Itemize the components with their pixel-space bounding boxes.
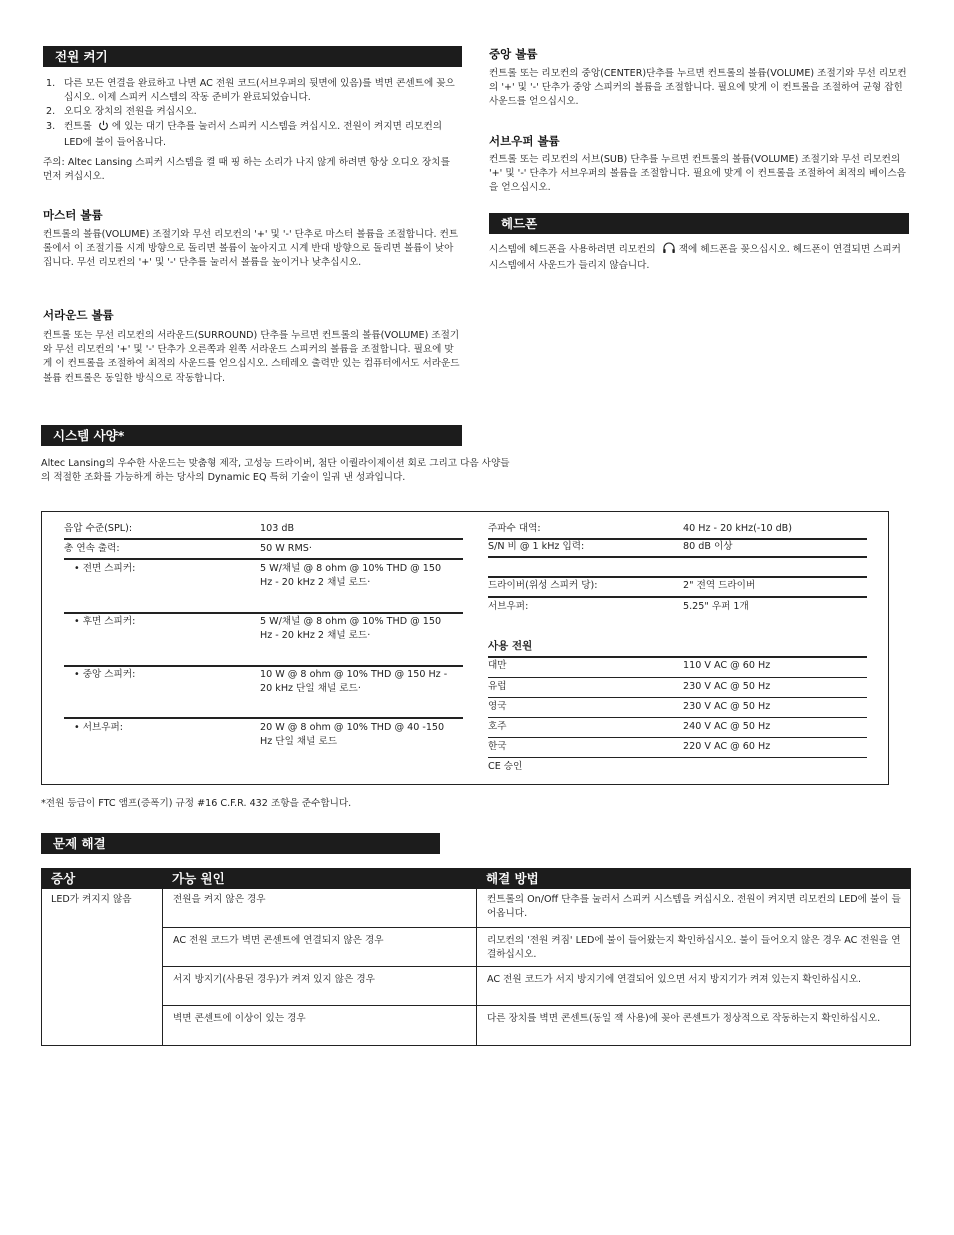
power-value: 240 V AC @ 50 Hz xyxy=(683,721,771,732)
table-border xyxy=(162,889,163,1046)
power-on-title: 전원 켜기 xyxy=(55,49,108,64)
spec-divider xyxy=(488,576,867,578)
header-symptom: 증상 xyxy=(41,868,162,889)
headphones-title: 헤드폰 xyxy=(501,216,538,231)
spec-label: 음압 수준(SPL): xyxy=(64,523,133,534)
spec-value: 5.25" 우퍼 1개 xyxy=(683,601,749,612)
cause-cell: AC 전원 코드가 벽면 콘센트에 연결되지 않은 경우 xyxy=(173,935,384,946)
step-text: 다른 모든 연결을 완료하고 나면 AC 전원 코드(서브우퍼의 뒷면에 있음)를 벽면 콘센트에 꽂으십시오. 이제 스피커 시스템의 작동 준비가 완료되었습니다. xyxy=(64,78,455,104)
surround-volume-text: 컨트롤 또는 무선 리모컨의 서라운드(SURROUND) 단추를 누르면 컨트롤의 볼륨(VOLUME) 조절기와 무선 리모컨의 '+' 및 '-' 단추가 오른쪽과 왼쪽 서라운드 스피커의 볼륨을 조절합니다. 필요에 맞게 이 컨트롤을 조절하여 최적의 사운드를 얻으십시오. 스테레오 출력만 있는 컴퓨터에서도 서라운드 볼륨 컨트롤은 동일한 방식으로 작동합니다. xyxy=(43,330,460,384)
spec-label: 드라이버(위성 스피커 당): xyxy=(488,580,598,591)
spec-value: 20 W @ 8 ohm @ 10% THD @ 40 -150 Hz 단일 채널 로드 xyxy=(260,722,445,748)
master-volume-title: 마스터 볼륨 xyxy=(43,208,103,222)
system-spec-title: 시스템 사양* xyxy=(53,428,125,443)
power-step-1 xyxy=(43,77,461,105)
spec-label: S/N 비 @ 1 kHz 입력: xyxy=(488,541,585,552)
spec-divider xyxy=(64,538,463,540)
spec-divider xyxy=(488,757,867,758)
spec-value: 2" 전역 드라이버 xyxy=(683,580,756,591)
spec-value: 10 W @ 8 ohm @ 10% THD @ 150 Hz - 20 kHz 단일 채널 로드· xyxy=(260,669,448,695)
solution-cell: 컨트롤의 On/Off 단추를 눌러서 스피커 시스템을 켜십시오. 전원이 켜지면 리모컨의 LED에 불이 들어옵니다. xyxy=(487,894,901,920)
table-border xyxy=(41,1045,911,1046)
step-number: 1. xyxy=(46,78,56,89)
cause-cell: 전원을 켜지 않은 경우 xyxy=(173,894,266,905)
spec-divider xyxy=(488,656,867,658)
cause-cell: 서지 방지기(사용된 경우)가 켜져 있지 않은 경우 xyxy=(173,974,375,985)
row-divider xyxy=(162,1005,911,1006)
power-icon xyxy=(98,120,109,136)
power-on-steps xyxy=(43,77,461,150)
row-divider xyxy=(162,966,911,967)
spec-label: • 중앙 스피커: xyxy=(74,669,136,680)
spec-divider xyxy=(488,596,867,598)
step-number: 3. xyxy=(46,120,56,132)
power-on-heading xyxy=(43,46,462,67)
spec-label: • 후면 스피커: xyxy=(74,616,136,627)
power-value: 110 V AC @ 60 Hz xyxy=(683,660,771,671)
step-text: 에 있는 대기 단추를 눌러서 스피커 시스템을 켜십시오. 전원이 켜지면 리모컨의 LED에 불이 들어옵니다. xyxy=(64,120,442,148)
spec-value: 5 W/채널 @ 8 ohm @ 10% THD @ 150 Hz - 20 kHz 2 채널 로드· xyxy=(260,616,442,642)
spec-label: • 서브우퍼: xyxy=(74,722,124,733)
spec-divider xyxy=(488,717,867,718)
spec-divider xyxy=(64,665,463,667)
table-border xyxy=(476,889,477,1046)
subwoofer-volume-text: 컨트롤 또는 리모컨의 서브(SUB) 단추를 누르면 컨트롤의 볼륨(VOLUME) 조절기와 무선 리모컨의 '+' 및 '-' 단추가 서브우퍼의 볼륨을 조절합니다. 필요에 맞게 이 컨트롤을 조절하여 최적의 베이스음을 얻으십시오. xyxy=(489,154,906,194)
header-solution: 해결 방법 xyxy=(476,868,911,889)
spec-divider xyxy=(64,558,463,560)
spec-divider xyxy=(488,737,867,738)
power-value: 230 V AC @ 50 Hz xyxy=(683,701,771,712)
center-volume-text: 컨트롤 또는 리모컨의 중앙(CENTER)단추를 누르면 컨트롤의 볼륨(VOLUME) 조절기와 무선 리모컨의 '+' 및 '-' 단추가 중앙 스피커의 볼륨을 조절합니다. 필요에 맞게 이 컨트롤을 조절하여 균형 잡힌 사운드를 얻으십시오. xyxy=(489,68,907,108)
power-region: 한국 xyxy=(488,741,507,752)
spec-value: 50 W RMS· xyxy=(260,543,312,554)
power-value: 220 V AC @ 60 Hz xyxy=(683,741,771,752)
solution-cell: 다른 장치를 벽면 콘센트(동일 잭 사용)에 꽂아 콘센트가 정상적으로 작동하는지 확인하십시오. xyxy=(487,1013,881,1024)
headphones-text xyxy=(489,241,909,273)
headphones-heading xyxy=(489,213,909,234)
step-number: 2. xyxy=(46,106,56,118)
power-supply-title: 사용 전원 xyxy=(488,640,533,652)
headphone-icon xyxy=(662,241,676,259)
headphones-text-before: 시스템에 헤드폰을 사용하려면 리모컨의 xyxy=(489,244,656,255)
row-divider xyxy=(162,927,911,928)
power-region: 호주 xyxy=(488,721,507,732)
power-on-note: 주의: Altec Lansing 스피커 시스템을 켤 때 핑 하는 소리가 나지 않게 하려면 항상 오디오 장치를 먼저 켜십시오. xyxy=(43,157,450,183)
master-volume-text: 컨트롤의 볼륨(VOLUME) 조절기와 무선 리모컨의 '+' 및 '-' 단추로 마스터 볼륨을 조절합니다. 컨트롤에서 이 조절기를 시계 방향으로 돌리면 볼륨이 높아지고 시계 반대 방향으로 돌리면 볼륨이 낮아집니다. 무선 리모컨의 '+' 및 '-' 단추를 눌러서 볼륨을 높이거나 낮추십시오. xyxy=(43,229,459,269)
system-spec-heading xyxy=(41,425,462,446)
spec-value: 5 W/채널 @ 8 ohm @ 10% THD @ 150 Hz - 20 kHz 2 채널 로드· xyxy=(260,563,442,589)
spec-value: 103 dB xyxy=(260,523,295,534)
symptom-cell: LED가 켜지지 않음 xyxy=(51,894,132,905)
ce-approval: CE 승인 xyxy=(488,761,523,772)
spec-divider xyxy=(64,612,463,614)
power-step-2 xyxy=(43,105,461,119)
spec-label: 서브우퍼: xyxy=(488,601,529,612)
power-region: 유럽 xyxy=(488,681,507,692)
troubleshooting-title: 문제 해결 xyxy=(53,836,106,851)
headphones-text-after: 잭에 헤드폰을 꽂으십시오. 헤드폰이 연결되면 스피커 시스템에서 사운드가 들리지 않습니다. xyxy=(489,244,901,272)
spec-label: 총 연속 출력: xyxy=(64,543,120,554)
system-spec-intro: Altec Lansing의 우수한 사운드는 맞춤형 제작, 고성능 드라이버, 첨단 이퀄라이제이션 회로 그리고 다음 사양들의 적절한 조화를 가능하게 하는 당사의 Dynamic EQ 특허 기술이 일궈 낸 성과입니다. xyxy=(41,458,510,484)
power-value: 230 V AC @ 50 Hz xyxy=(683,681,771,692)
subwoofer-volume-title: 서브우퍼 볼륨 xyxy=(489,134,560,148)
step-text: 오디오 장치의 전원을 켜십시오. xyxy=(64,106,197,118)
spec-divider xyxy=(488,697,867,698)
center-volume-title: 중앙 볼륨 xyxy=(489,47,538,61)
spec-footnote: *전원 등급이 FTC 앰프(증폭기) 규정 #16 C.F.R. 432 조항을 준수합니다. xyxy=(41,798,352,809)
troubleshooting-heading xyxy=(41,833,440,854)
table-border xyxy=(910,889,911,1046)
spec-value: 80 dB 이상 xyxy=(683,541,733,552)
header-cause: 가능 원인 xyxy=(162,868,476,889)
power-region: 영국 xyxy=(488,701,507,712)
spec-divider xyxy=(488,677,867,678)
spec-label: 주파수 대역: xyxy=(488,523,541,534)
spec-label: • 전면 스피커: xyxy=(74,563,136,574)
surround-volume-title: 서라운드 볼륨 xyxy=(43,308,114,322)
power-region: 대만 xyxy=(488,660,507,671)
cause-cell: 벽면 콘센트에 이상이 있는 경우 xyxy=(173,1013,306,1024)
spec-divider xyxy=(64,717,463,719)
spec-divider xyxy=(488,556,867,558)
solution-cell: AC 전원 코드가 서지 방지기에 연결되어 있으면 서지 방지기가 켜져 있는지 확인하십시오. xyxy=(487,974,862,985)
power-step-3 xyxy=(43,120,461,150)
solution-cell: 리모컨의 '전원 켜짐' LED에 불이 들어왔는지 확인하십시오. 불이 들어오지 않은 경우 AC 전원을 연결하십시오. xyxy=(487,935,901,961)
spec-value: 40 Hz - 20 kHz(-10 dB) xyxy=(683,523,793,534)
table-border xyxy=(41,889,42,1046)
step-text: 컨트롤 xyxy=(64,120,92,132)
